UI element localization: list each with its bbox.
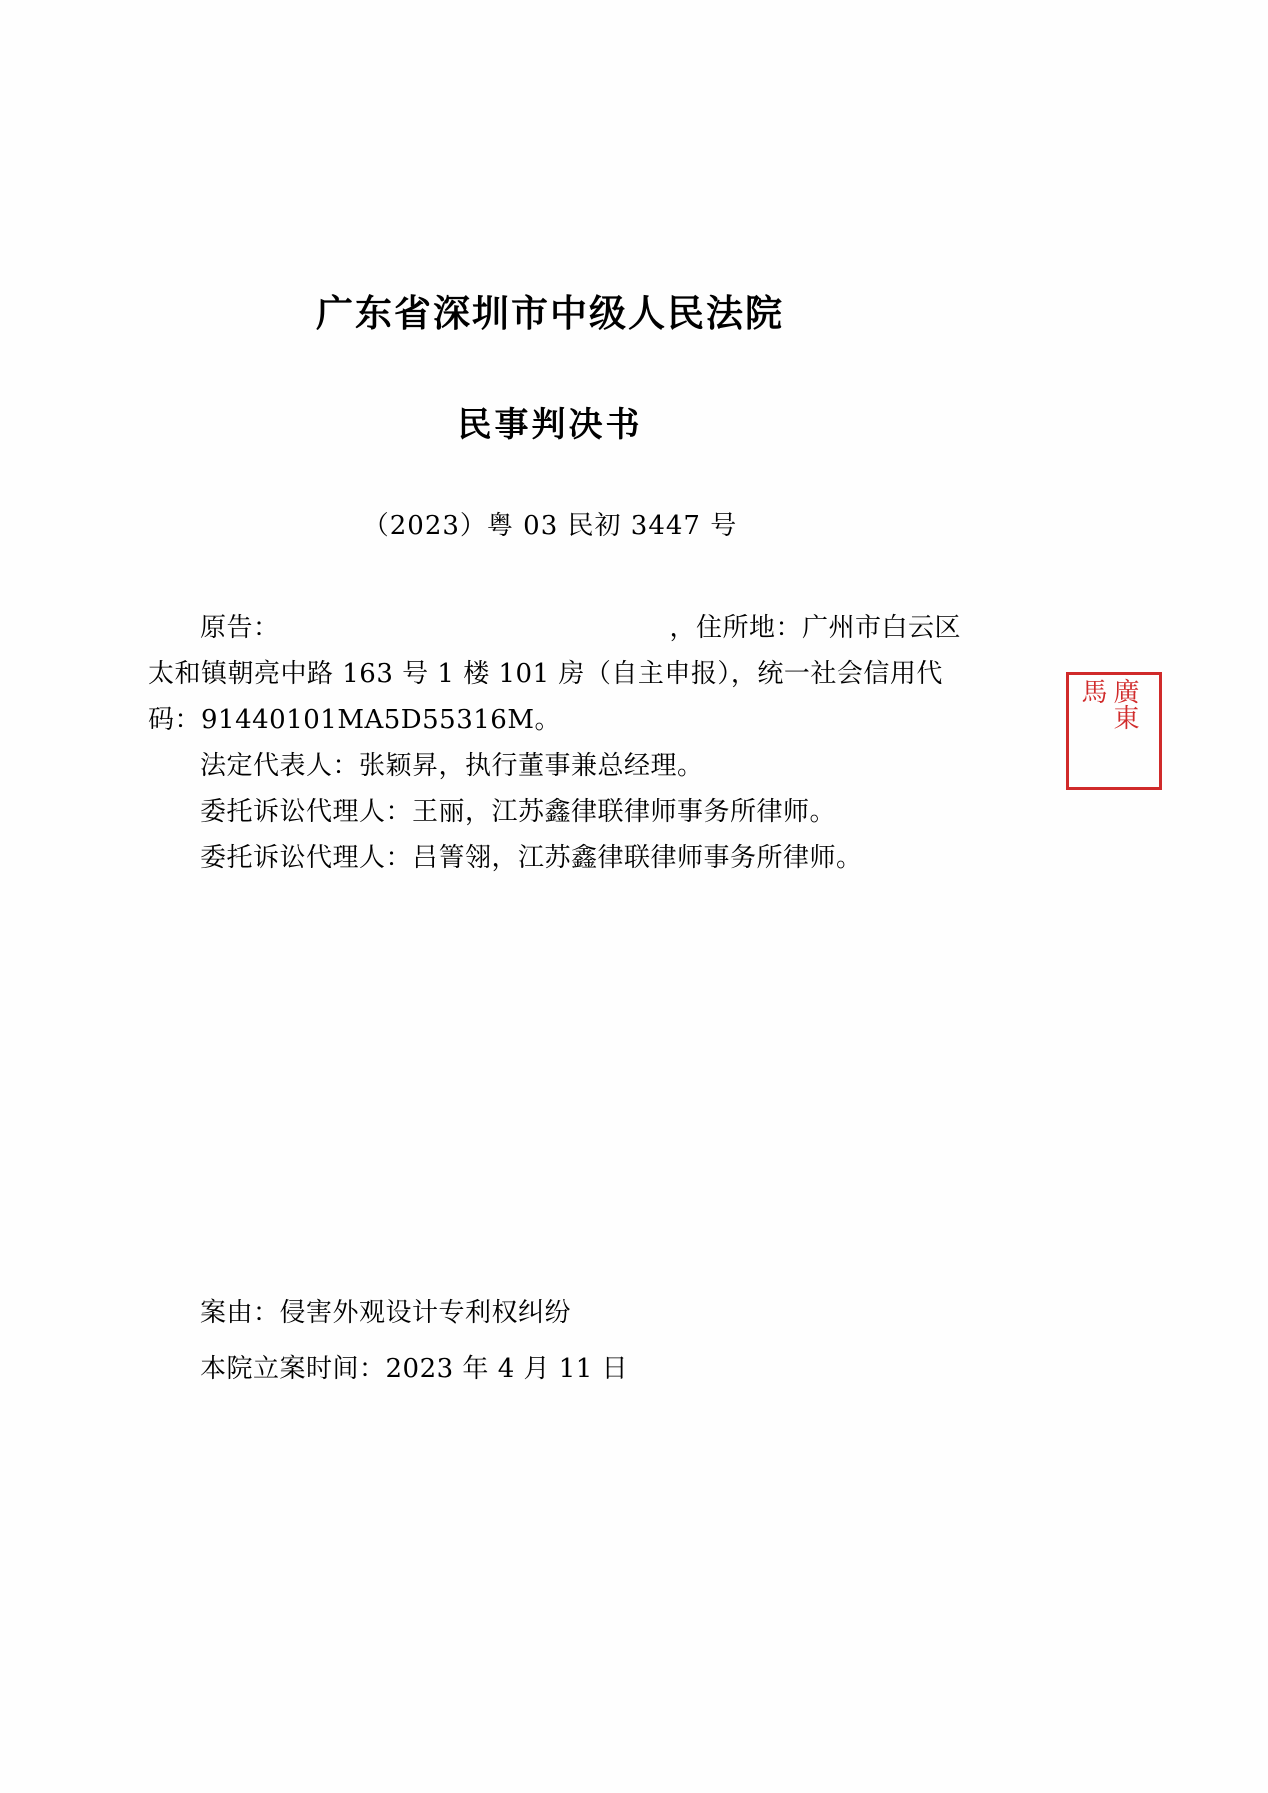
document-type-title: 民事判决书 bbox=[457, 405, 643, 445]
plaintiff-paragraph bbox=[148, 605, 978, 743]
case-info-section bbox=[148, 1290, 978, 1392]
filing-date: 本院立案时间：2023 年 4 月 11 日 bbox=[200, 1354, 629, 1384]
agent-paragraph-2: 委托诉讼代理人：吕箐翎，江苏鑫律联律师事务所律师。 bbox=[200, 843, 863, 873]
case-number: （2023）粤 03 民初 3447 号 bbox=[362, 511, 738, 541]
seal-text-column-1: 廣東 bbox=[1109, 678, 1139, 730]
plaintiff-address: 广州市白云区太和镇朝亮中路 163 号 1 楼 101 房（自主申报），统一社会信用代码：91440101MA5D55316M。 bbox=[148, 613, 962, 735]
case-cause: 案由：侵害外观设计专利权纠纷 bbox=[200, 1298, 572, 1328]
parties-section bbox=[148, 605, 978, 881]
agent-paragraph-1: 委托诉讼代理人：王丽，江苏鑫律联律师事务所律师。 bbox=[200, 797, 837, 827]
plaintiff-address-prefix: ，住所地： bbox=[669, 613, 803, 643]
page-title: 广东省深圳市中级人民法院 bbox=[316, 291, 784, 335]
seal-text-column-2: 馬 bbox=[1077, 678, 1107, 704]
court-seal-stamp bbox=[1066, 672, 1162, 790]
legal-representative-paragraph: 法定代表人：张颖昇，执行董事兼总经理。 bbox=[200, 751, 704, 781]
plaintiff-label: 原告： bbox=[200, 613, 280, 643]
